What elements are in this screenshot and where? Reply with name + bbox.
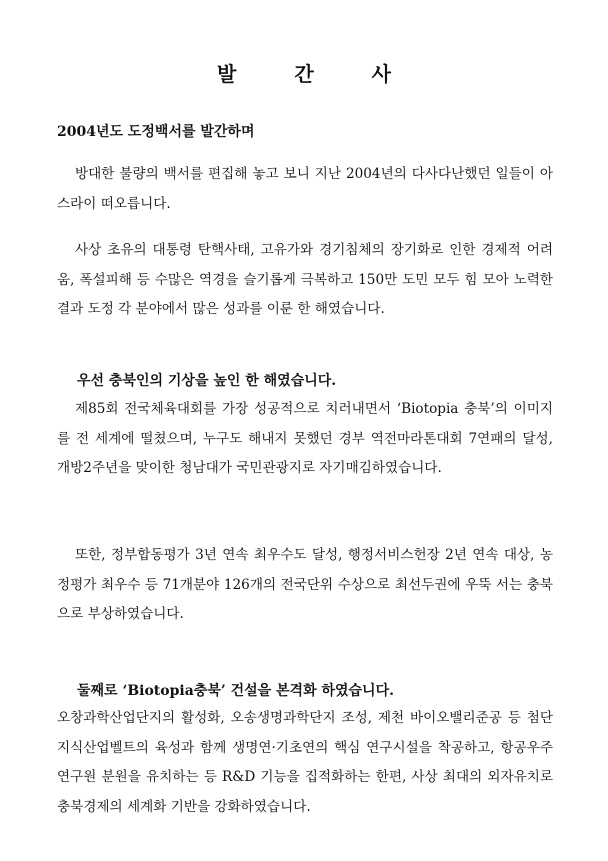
paragraph-1: 방대한 불량의 백서를 편집해 놓고 보니 지난 2004년의 다사다난했던 일들이 아스라이 떠오릅니다.: [57, 166, 553, 212]
title-char-1: 발: [217, 62, 237, 86]
paragraph-3: 제85회 전국체육대회를 가장 성공적으로 치러내면서 ‘Biotopia 충북’의 이미지를 전 세계에 떨쳤으며, 누구도 해내지 못했던 경부 역전마라톤대회 7연패의 달성, 개방2주년을 맞이한 청남대가 국민관광지로 자기매김하였습니다.: [57, 401, 553, 476]
paragraph-5: 오창과학산업단지의 활성화, 오송생명과학단지 조성, 제천 바이오밸리준공 등 첨단지식산업벨트의 육성과 함께 생명연·기초연의 핵심 연구시설을 착공하고, 항공우주연구원 분원을 유치하는 등 R&D 기능을 집적화하는 한편, 사상 최대의 외자유치로 충북경제의 세계화 기반을 강화하였습니다.: [57, 710, 553, 815]
section-heading-1: 2004년도 도정백서를 발간하며: [57, 124, 255, 140]
title-char-2: 간: [294, 62, 314, 86]
title-char-3: 사: [371, 62, 391, 86]
paragraph-4: 또한, 정부합동평가 3년 연속 최우수도 달성, 행정서비스헌장 2년 연속 대상, 농정평가 최우수 등 71개분야 126개의 전국단위 수상으로 최선두권에 우뚝 서는 충북으로 부상하였습니다.: [57, 547, 553, 622]
section-heading-2: 우선 충북인의 기상을 높인 한 해였습니다.: [77, 373, 337, 389]
page-title: [0, 58, 608, 87]
paragraph-2: 사상 초유의 대통령 탄핵사태, 고유가와 경기침체의 장기화로 인한 경제적 어려움, 폭설피해 등 수많은 역경을 슬기롭게 극복하고 150만 도민 모두 힘 모아 노력한 결과 도정 각 분야에서 많은 성과를 이룬 한 해였습니다.: [57, 242, 553, 317]
section-heading-3: 둘째로 ‘Biotopia충북’ 건설을 본격화 하였습니다.: [77, 683, 394, 699]
